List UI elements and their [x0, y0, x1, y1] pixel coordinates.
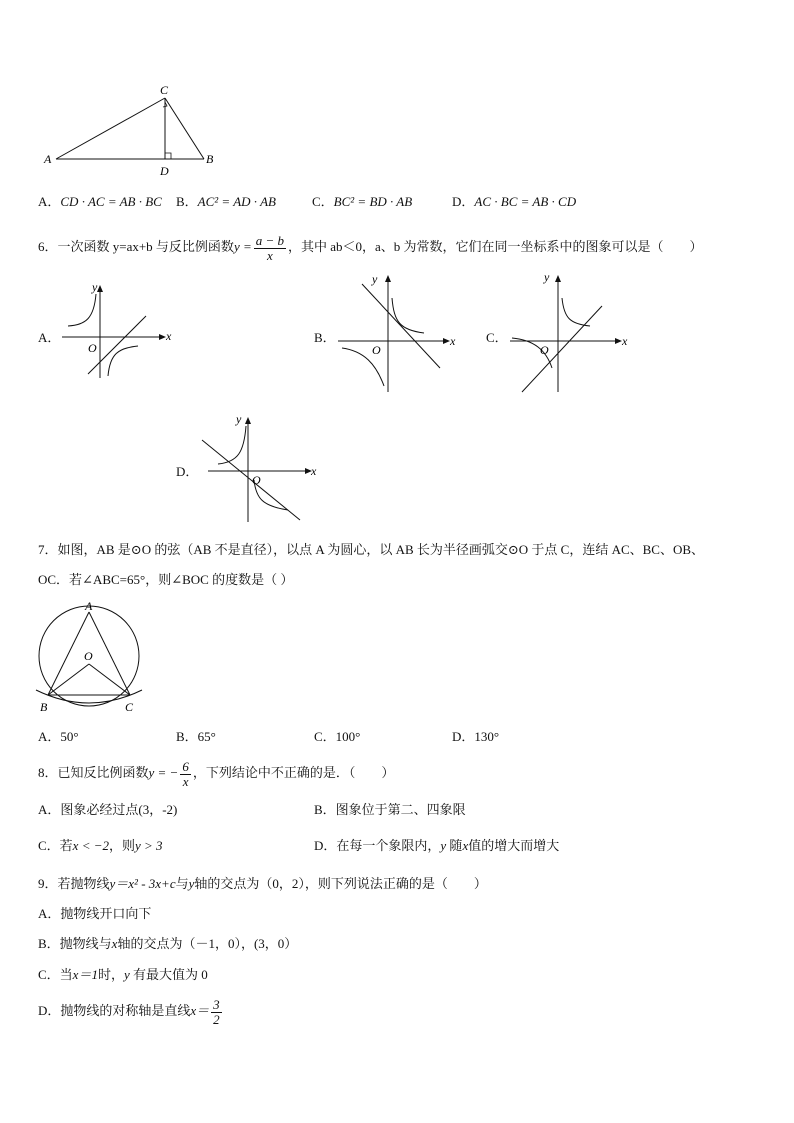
q8-option-d: D．在每一个象限内，y 随x值的增大而增大 — [314, 838, 560, 853]
q6-graph-c — [508, 268, 638, 393]
label-b: B — [206, 152, 214, 166]
x-axis-label: x — [622, 334, 628, 348]
label-b: B — [40, 700, 48, 714]
origin-label: O — [540, 343, 549, 357]
label-d: D — [160, 164, 169, 178]
x-axis-label: x — [166, 329, 172, 343]
q8-option-a: A．图象必经过点(3，-2) — [38, 802, 178, 817]
y-axis-label: y — [92, 280, 98, 294]
q6-option-a-letter: A． — [38, 330, 61, 345]
q6-option-d-letter: D． — [176, 464, 199, 479]
x-axis-label: x — [311, 464, 317, 478]
q9-option-d: D．抛物线的对称轴是直线x＝ $\frac{3}{2}$ — [38, 996, 220, 1027]
q5-option-d: D．AC · BC = AB · CD — [452, 194, 577, 209]
q9-option-c: C．当x＝1时，y 有最大值为 0 — [38, 967, 208, 982]
origin-label: O — [88, 341, 97, 355]
triangle-figure — [36, 80, 226, 180]
q6-graph-d — [198, 410, 328, 525]
q7-option-d: D．130° — [452, 729, 500, 744]
y-axis-label: y — [372, 272, 378, 286]
label-a: A — [44, 152, 52, 166]
q7-option-a: A．50° — [38, 729, 79, 744]
q5-option-c: C．BC² = BD · AB — [312, 194, 413, 209]
q9-option-a: A．抛物线开口向下 — [38, 906, 152, 921]
q6-option-b-letter: B． — [314, 330, 336, 345]
origin-label: O — [372, 343, 381, 357]
q6-stem: 6．一次函数 y=ax+b 与反比例函数y = $\frac{a - b}{x}$ ，其中 ab＜0，a、b 为常数，它们在同一坐标系中的图象可以是（ ） — [38, 232, 703, 263]
q6-option-c-letter: C． — [486, 330, 508, 345]
q9-option-b: B．抛物线与x轴的交点为（－1，0），(3，0） — [38, 936, 298, 951]
q8-option-b: B．图象位于第二、四象限 — [314, 802, 466, 817]
label-a: A — [85, 599, 93, 613]
q9-stem: 9．若抛物线y＝x² - 3x+c与y轴的交点为（0，2），则下列说法正确的是（ ） — [38, 876, 487, 891]
label-c: C — [160, 83, 169, 97]
label-o: O — [84, 649, 93, 663]
q8-stem: 8．已知反比例函数y = − $\frac{6}{x}$ ，下列结论中不正确的是．（ ） — [38, 758, 395, 789]
x-axis-label: x — [450, 334, 456, 348]
circle-figure — [34, 598, 154, 718]
q6-graph-a — [58, 278, 178, 383]
q5-option-a: A．CD · AC = AB · BC — [38, 194, 162, 209]
q7-stem-line2: OC．若∠ABC=65°，则∠BOC 的度数是（ ） — [38, 572, 294, 587]
q7-option-b: B．65° — [176, 729, 216, 744]
q8-option-c: C．若x < −2，则y > 3 — [38, 838, 163, 853]
q7-stem-line1: 7．如图，AB 是⊙O 的弦（AB 不是直径），以点 A 为圆心，以 AB 长为半径画弧交⊙O 于点 C，连结 AC、BC、OB、 — [38, 542, 705, 557]
label-c: C — [125, 700, 134, 714]
q7-option-c: C．100° — [314, 729, 361, 744]
y-axis-label: y — [544, 270, 550, 284]
y-axis-label: y — [236, 412, 242, 426]
q5-option-b: B．AC² = AD · AB — [176, 194, 276, 209]
q6-graph-b — [336, 268, 466, 393]
origin-label: O — [252, 473, 261, 487]
